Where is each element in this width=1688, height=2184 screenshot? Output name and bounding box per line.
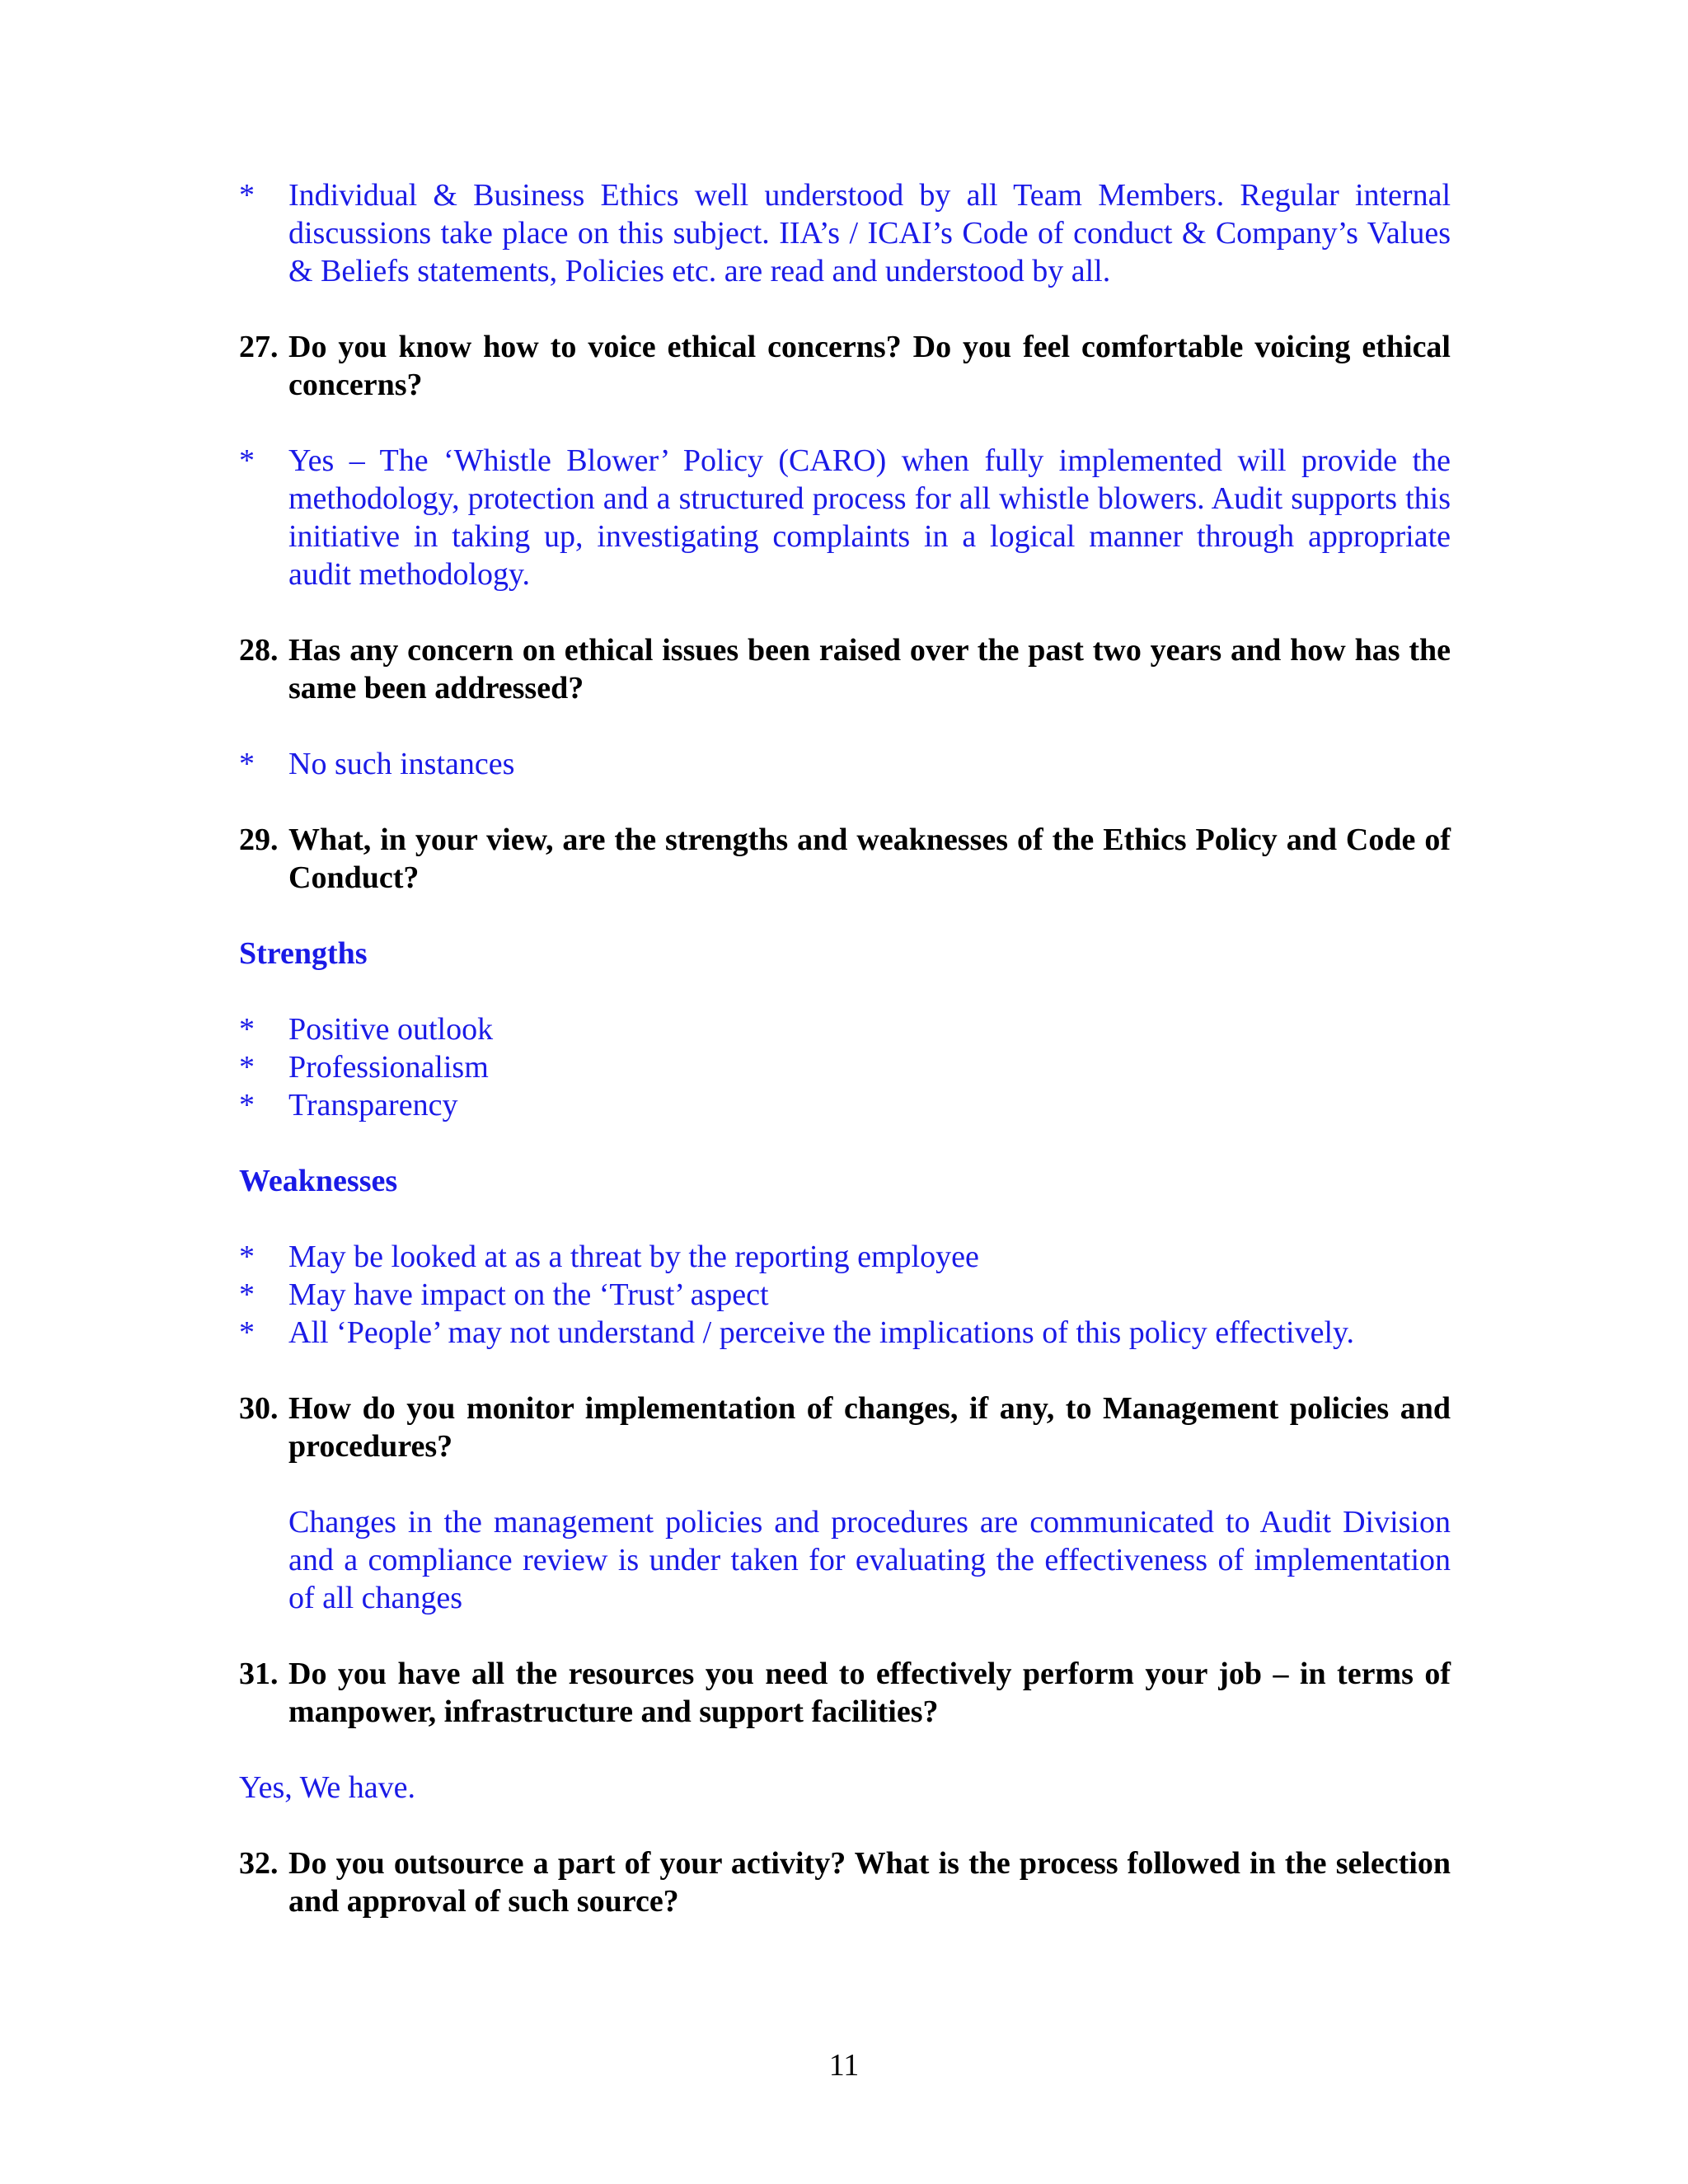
- question-text: Has any concern on ethical issues been raised over the past two years and how has the same been addressed?: [288, 633, 1451, 705]
- strength-item: [239, 1010, 1451, 1048]
- answer-plain: Yes, We have.: [239, 1770, 416, 1805]
- answer-text: Yes – The ‘Whistle Blower’ Policy (CARO) when fully implemented will provide the methodology, protection and a structured process for all whistle blowers. Audit supports this initiative in taking up, investigating complaints in a logical manner through appropriate audit methodology.: [288, 443, 1451, 592]
- weakness-text: May have impact on the ‘Trust’ aspect: [288, 1277, 769, 1312]
- question-29: [239, 821, 1451, 897]
- question-text: What, in your view, are the strengths and weaknesses of the Ethics Policy and Code of Conduct?: [288, 823, 1451, 895]
- answer-bullet: [239, 176, 1451, 290]
- bullet-marker: *: [239, 1088, 255, 1122]
- bullet-marker: *: [239, 1277, 255, 1312]
- answer-text: No such instances: [288, 747, 515, 781]
- bullet-marker: *: [239, 1012, 255, 1047]
- bullet-marker: *: [239, 1315, 255, 1350]
- strength-item: [239, 1086, 1451, 1124]
- page-number: 11: [828, 2048, 860, 2083]
- question-text: Do you have all the resources you need to effectively perform your job – in terms of manpower, infrastructure and support facilities?: [288, 1657, 1451, 1729]
- weakness-item: [239, 1276, 1451, 1314]
- question-30: [239, 1390, 1451, 1465]
- question-31: [239, 1655, 1451, 1731]
- question-number: 31.: [239, 1657, 279, 1691]
- question-number: 27.: [239, 330, 279, 364]
- weaknesses-heading: Weaknesses: [239, 1164, 398, 1198]
- strength-text: Professionalism: [288, 1050, 489, 1085]
- bullet-marker: *: [239, 1050, 255, 1085]
- bullet-marker: *: [239, 747, 255, 781]
- bullet-marker: *: [239, 178, 255, 213]
- question-28: [239, 631, 1451, 707]
- question-text: Do you outsource a part of your activity? What is the process followed in the selection and approval of such source?: [288, 1846, 1451, 1919]
- question-text: Do you know how to voice ethical concerns? Do you feel comfortable voicing ethical concerns?: [288, 330, 1451, 402]
- page-content: [239, 176, 1451, 1920]
- bullet-marker: *: [239, 1240, 255, 1274]
- strength-item: [239, 1048, 1451, 1086]
- answer-paragraph: Changes in the management policies and procedures are communicated to Audit Division and a compliance review is under taken for evaluating the effectiveness of implementation of all changes: [288, 1505, 1451, 1615]
- strength-text: Positive outlook: [288, 1012, 494, 1047]
- answer-text: Individual & Business Ethics well understood by all Team Members. Regular internal discussions take place on this subject. IIA’s / ICAI’s Code of conduct & Company’s Values & Beliefs statements, Policies etc. are read and understood by all.: [288, 178, 1451, 288]
- weakness-item: [239, 1238, 1451, 1276]
- weakness-text: May be looked at as a threat by the reporting employee: [288, 1240, 979, 1274]
- strength-text: Transparency: [288, 1088, 458, 1122]
- question-number: 29.: [239, 823, 279, 857]
- question-27: [239, 328, 1451, 404]
- bullet-marker: *: [239, 443, 255, 478]
- answer-bullet: [239, 442, 1451, 593]
- strengths-heading: Strengths: [239, 936, 368, 971]
- weakness-text: All ‘People’ may not understand / perceive the implications of this policy effectively.: [288, 1315, 1355, 1350]
- question-number: 28.: [239, 633, 279, 668]
- question-number: 30.: [239, 1391, 279, 1426]
- weakness-item: [239, 1314, 1451, 1352]
- answer-bullet: [239, 745, 1451, 783]
- question-32: [239, 1844, 1451, 1920]
- question-text: How do you monitor implementation of changes, if any, to Management policies and procedures?: [288, 1391, 1451, 1464]
- question-number: 32.: [239, 1846, 279, 1881]
